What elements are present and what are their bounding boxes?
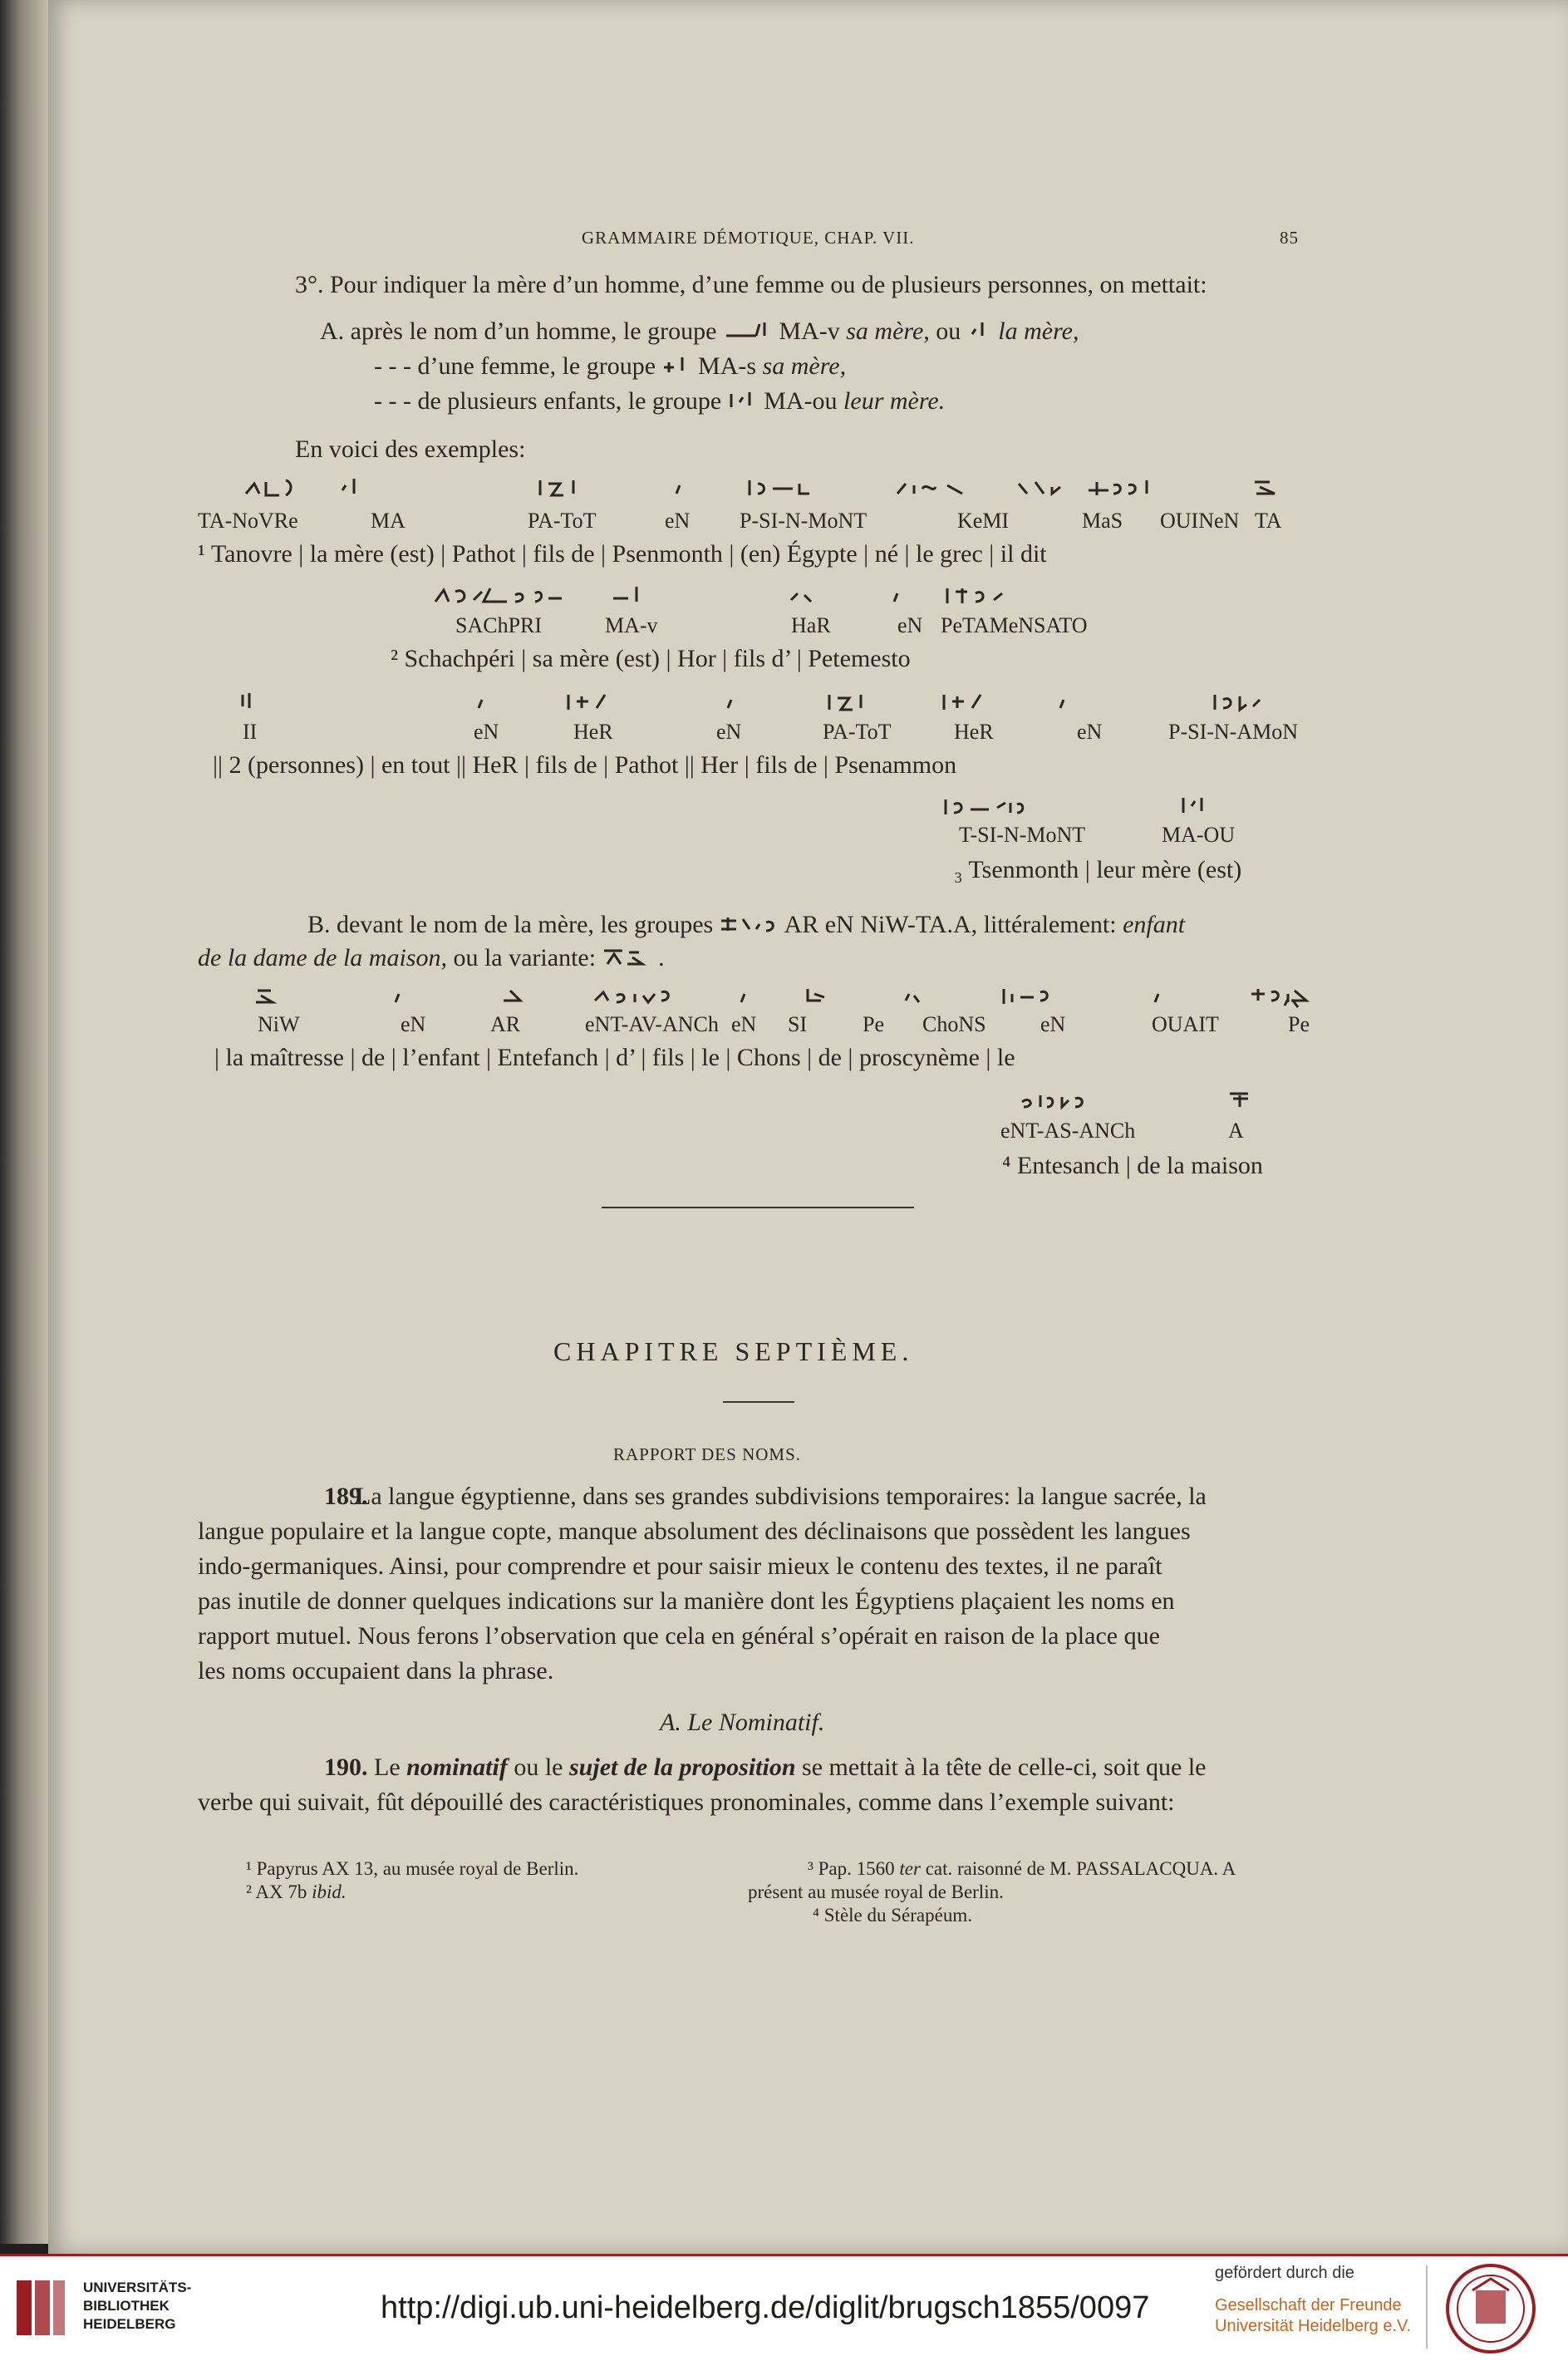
paragraph-number-190: 190. — [324, 1754, 368, 1781]
p190-line2: verbe qui suivait, fût dépouillé des caractéristiques pronominales, comme dans l’exemple suivant: — [198, 1788, 1175, 1816]
rule-a2-text: - - - d’une femme, le groupe — [374, 352, 656, 380]
translit-word: PA-ToT — [823, 720, 892, 744]
demotic-group-icon — [967, 321, 992, 339]
translit-word: T-SI-N-MoNT — [959, 823, 1086, 847]
translit-word: ChoNS — [922, 1012, 986, 1036]
section-b-text: B. devant le nom de la mère, les groupes — [307, 911, 714, 938]
translit-word: eN — [1040, 1012, 1066, 1036]
university-seal-icon — [1444, 2262, 1537, 2355]
section-b-text2: AR eN NiW-TA.A, littéralement: — [784, 911, 1117, 938]
translit-word: OUAIT — [1152, 1012, 1219, 1036]
translit-row-1 — [0, 509, 1568, 537]
running-header: GRAMMAIRE DÉMOTIQUE, CHAP. VII. — [582, 228, 915, 248]
permalink-url[interactable]: http://digi.ub.uni-heidelberg.de/diglit/brugsch1855/0097 — [381, 2290, 1150, 2325]
translit-row-3b — [0, 823, 1568, 851]
section-divider — [602, 1207, 914, 1208]
section-a-title: A. Le Nominatif. — [660, 1709, 825, 1736]
rule-a1-translit: MA-v — [779, 317, 840, 345]
page-number: 85 — [1280, 228, 1299, 248]
translit-word: MA — [371, 509, 406, 533]
translit-word: Pe — [863, 1012, 884, 1036]
funded-by-label: gefördert durch die — [1215, 2264, 1354, 2282]
translit-word: MaS — [1082, 509, 1123, 533]
translit-word: HeR — [573, 720, 613, 744]
rule-a3-gloss: leur mère. — [843, 387, 946, 415]
rule-a1 — [320, 317, 1079, 346]
p190-line1 — [324, 1754, 1207, 1782]
translit-word: SI — [788, 1012, 808, 1036]
translit-word: eN — [665, 509, 691, 533]
translit-word: eN — [401, 1012, 426, 1036]
translit-word: II — [243, 720, 258, 744]
demotic-group-icon — [720, 914, 779, 932]
intro-line: 3°. Pour indiquer la mère d’un homme, d’une femme ou de plusieurs personnes, on mettait: — [295, 271, 1207, 298]
demotic-line-3b — [942, 794, 1325, 819]
rule-a3-translit: MA-ou — [764, 387, 838, 415]
translit-word: AR — [490, 1012, 521, 1036]
translit-word: eN — [716, 720, 742, 744]
footnote-2-text: ² AX 7b — [246, 1881, 307, 1902]
library-name — [83, 2279, 191, 2334]
demotic-group-icon — [723, 321, 773, 339]
translit-word: NiW — [258, 1012, 300, 1036]
rule-a2-translit: MA-s — [698, 352, 757, 380]
translation-row-4: | la maîtresse | de | l’enfant | Entefanch | d’ | fils | le | Chons | de | proscynème | le — [214, 1044, 1015, 1071]
funder-name[interactable] — [1215, 2295, 1411, 2337]
footnote-2-ibid: ibid. — [312, 1881, 347, 1902]
translit-word: MA-OU — [1162, 823, 1236, 847]
translit-word: HaR — [791, 613, 831, 637]
footnote-1: ¹ Papyrus AX 13, au musée royal de Berlin. — [246, 1858, 579, 1879]
footnote-3-text2: cat. raisonné de M. PASSALACQUA. A — [925, 1858, 1236, 1879]
demotic-line-3 — [238, 690, 1318, 715]
demotic-line-1 — [241, 475, 1305, 500]
rule-a2-gloss: sa mère, — [762, 352, 847, 380]
demotic-group-icon — [1280, 989, 1313, 1009]
translit-word: HeR — [954, 720, 994, 744]
demotic-line-4b — [1019, 1089, 1268, 1114]
footnote-2 — [246, 1881, 347, 1903]
translit-word: Pe — [1288, 1012, 1310, 1036]
section-b-gloss: enfant — [1123, 911, 1186, 938]
translit-row-3 — [0, 720, 1568, 748]
translit-word: MA-v — [605, 613, 658, 637]
p189-line: rapport mutuel. Nous ferons l’observation que cela en général s’opérait en raison de la place que — [198, 1622, 1160, 1650]
translit-word: eN — [731, 1012, 757, 1036]
translit-word: SAChPRI — [455, 613, 543, 637]
translit-word: P-SI-N-MoNT — [740, 509, 868, 533]
translit-row-2 — [0, 613, 1568, 642]
rule-a1-or: ou — [936, 317, 961, 345]
translit-word: P-SI-N-AMoN — [1168, 720, 1298, 744]
footnote-3-ter: ter — [899, 1858, 921, 1879]
chapter-subtitle: RAPPORT DES NOMS. — [613, 1444, 801, 1464]
demotic-group-icon — [728, 391, 758, 409]
p190-text: Le — [374, 1754, 401, 1781]
translit-word: TA-NoVRe — [198, 509, 298, 533]
translit-row-4 — [0, 1012, 1568, 1040]
rule-a1-gloss: sa mère, — [846, 317, 930, 345]
p190-text3: se mettait à la tête de celle-ci, soit que le — [802, 1754, 1207, 1781]
section-b-line1 — [307, 911, 1185, 939]
footer-accent-line — [0, 2254, 1568, 2256]
translation-row-3: || 2 (personnes) | en tout || HeR | fils de | Pathot || Her | fils de | Psenammon — [213, 751, 957, 779]
demotic-group-icon — [662, 356, 692, 374]
section-b-text3: ou la variante: — [453, 944, 597, 971]
paragraph-number-189: 189. — [324, 1483, 368, 1510]
section-b-line2: de la dame de la maison, ou la variante: . — [198, 944, 665, 971]
p189-line: les noms occupaient dans la phrase. — [198, 1657, 554, 1685]
footer-divider — [1426, 2265, 1428, 2349]
chapter-rule — [723, 1401, 794, 1403]
demotic-line-4 — [249, 984, 1321, 1009]
translit-word: eN — [897, 613, 923, 637]
rule-a1-gloss2: la mère, — [998, 317, 1079, 345]
translit-word: TA — [1255, 509, 1282, 533]
chapter-title: CHAPITRE SEPTIÈME. — [553, 1336, 914, 1366]
funder-name-line: Gesellschaft der Freunde — [1215, 2296, 1402, 2314]
rule-a3 — [374, 387, 945, 416]
demotic-line-2 — [432, 583, 1147, 608]
footnote-3 — [808, 1858, 1236, 1880]
translit-word: eN — [474, 720, 499, 744]
footer-bar — [0, 2254, 1568, 2361]
demotic-group-icon — [602, 947, 652, 966]
examples-heading: En voici des exemples: — [295, 435, 526, 463]
rule-a1-text: A. après le nom d’un homme, le groupe — [320, 317, 717, 345]
p190-term2: sujet de la proposition — [569, 1754, 796, 1781]
section-b-gloss2: de la dame de la maison, — [198, 944, 447, 971]
translit-word: KeMI — [957, 509, 1010, 533]
footnote-3-cont: présent au musée royal de Berlin. — [748, 1881, 1004, 1902]
translit-word: A — [1228, 1119, 1244, 1143]
p189-line: pas inutile de donner quelques indications sur la manière dont les Égyptiens plaçaient les noms en — [198, 1587, 1175, 1615]
library-name-line: HEIDELBERG — [83, 2316, 176, 2332]
p189-line: La langue égyptienne, dans ses grandes subdivisions temporaires: la langue sacrée, la — [356, 1483, 1207, 1510]
rule-a3-text: - - - de plusieurs enfants, le groupe — [374, 387, 722, 415]
rule-a2 — [374, 352, 846, 381]
translation-row-3b: ₃ Tsenmonth | leur mère (est) — [954, 856, 1242, 883]
footnote-3-text: ³ Pap. 1560 — [808, 1858, 895, 1879]
translation-row-4b: ⁴ Entesanch | de la maison — [1002, 1152, 1263, 1179]
translit-row-4b — [0, 1119, 1568, 1147]
funder-name-line: Universität Heidelberg e.V. — [1215, 2317, 1412, 2335]
translit-word: OUINeN — [1160, 509, 1240, 533]
university-library-logo-icon[interactable] — [15, 2279, 66, 2337]
library-name-line: UNIVERSITÄTS- — [83, 2280, 192, 2295]
translit-word: eNT-AV-ANCh — [585, 1012, 719, 1036]
translit-word: eNT-AS-ANCh — [1000, 1119, 1136, 1143]
p190-term1: nominatif — [406, 1754, 508, 1781]
library-name-line: BIBLIOTHEK — [83, 2298, 170, 2314]
p190-text2: ou le — [514, 1754, 563, 1781]
translation-row-2: ² Schachpéri | sa mère (est) | Hor | fils d’ | Petemesto — [391, 645, 911, 672]
translation-row-1: ¹ Tanovre | la mère (est) | Pathot | fils de | Psenmonth | (en) Égypte | né | le grec | il dit — [198, 540, 1047, 568]
footnote-4: ⁴ Stèle du Sérapéum. — [813, 1905, 972, 1926]
p189-line: langue populaire et la langue copte, manque absolument des déclinaisons que possèdent les langues — [198, 1517, 1191, 1545]
translit-word: PeTAMeNSATO — [941, 613, 1088, 637]
p189-line: indo-germaniques. Ainsi, pour comprendre et pour saisir mieux le contenu des textes, il ne paraît — [198, 1552, 1162, 1580]
translit-word: PA-ToT — [528, 509, 597, 533]
translit-word: eN — [1077, 720, 1103, 744]
